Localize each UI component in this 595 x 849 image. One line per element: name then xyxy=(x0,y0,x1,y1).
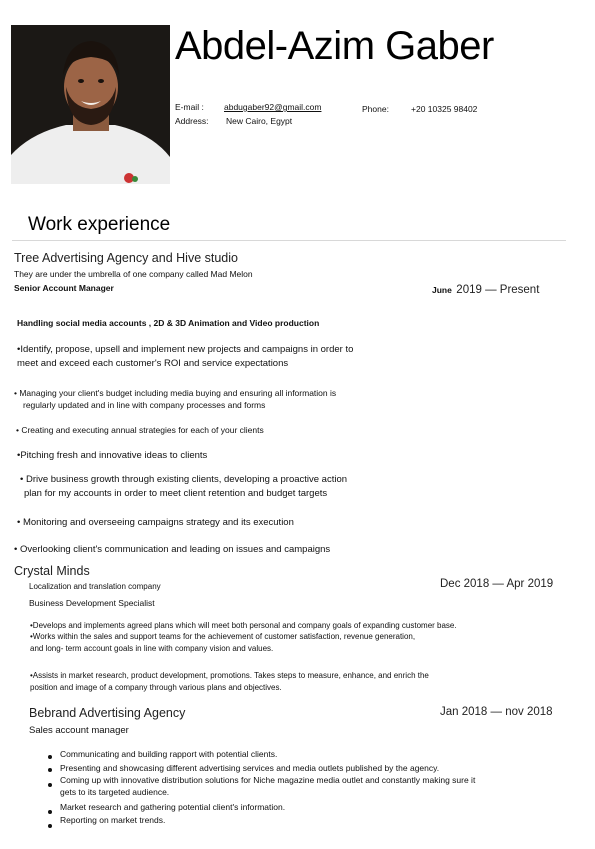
profile-photo xyxy=(11,25,170,184)
address-value: New Cairo, Egypt xyxy=(226,116,293,126)
job3-bullet-4: Market research and gathering potential client's information. xyxy=(60,802,286,812)
job1-bullet-5a: • Drive business growth through existing clients, developing a proactive action xyxy=(20,474,348,485)
phone-label: Phone: xyxy=(362,104,389,114)
job1-bullet-5b: plan for my accounts in order to meet client retention and budget targets xyxy=(24,488,328,499)
job2-bullet-2a: •Works within the sales and support teams for the achievement of customer satisfaction, revenue generation, xyxy=(30,632,416,641)
email-link[interactable]: abdugaber92@gmail.com xyxy=(224,102,322,112)
email-label: E-mail : xyxy=(175,102,204,112)
job2-date: Dec 2018 — Apr 2019 xyxy=(440,578,554,590)
job2-role: Business Development Specialist xyxy=(29,598,155,608)
bullet-dot-icon xyxy=(48,783,52,787)
job1-bullet-2a: • Managing your client's budget including media buying and ensuring all information is xyxy=(14,388,337,398)
bullet-dot-icon xyxy=(48,768,52,772)
job1-date-month: June xyxy=(432,285,452,295)
job1-bullet-3: • Creating and executing annual strategies for each of your clients xyxy=(16,425,264,435)
job2-bullet-3b: position and image of a company through various plans and objectives. xyxy=(30,683,282,692)
job3-company: Bebrand Advertising Agency xyxy=(29,706,186,720)
job1-role: Senior Account Manager xyxy=(14,283,114,293)
job1-bullet-1a: •Identify, propose, upsell and implement new projects and campaigns in order to xyxy=(17,344,354,355)
bullet-dot-icon xyxy=(48,755,52,759)
job2-bullet-1: •Develops and implements agreed plans which will meet both personal and company goals of expanding customer base. xyxy=(30,621,457,630)
portrait-image xyxy=(11,25,170,184)
job1-company: Tree Advertising Agency and Hive studio xyxy=(14,251,238,265)
bullet-dot-icon xyxy=(48,824,52,828)
job2-bullet-3a: •Assists in market research, product development, promotions. Takes steps to measure, enhance, and enrich the xyxy=(30,671,429,680)
job1-bullet-1b: meet and exceed each customer's ROI and service expectations xyxy=(17,358,289,369)
job2-subtitle: Localization and translation company xyxy=(29,582,161,591)
job1-subtitle: They are under the umbrella of one company called Mad Melon xyxy=(14,269,253,279)
job1-date xyxy=(432,280,539,298)
section-divider xyxy=(12,240,566,241)
job3-bullet-5: Reporting on market trends. xyxy=(60,815,166,825)
phone-value: +20 10325 98402 xyxy=(411,104,478,114)
job1-heading: Handling social media accounts , 2D & 3D Animation and Video production xyxy=(17,318,320,328)
job3-bullet-1: Communicating and building rapport with potential clients. xyxy=(60,749,278,759)
job1-bullet-4: •Pitching fresh and innovative ideas to clients xyxy=(17,450,208,461)
bullet-dot-icon xyxy=(48,810,52,814)
job2-company: Crystal Minds xyxy=(14,564,90,578)
job1-bullet-6: • Monitoring and overseeing campaigns strategy and its execution xyxy=(17,517,294,528)
job1-bullet-7: • Overlooking client's communication and leading on issues and campaigns xyxy=(14,544,331,555)
job3-role: Sales account manager xyxy=(29,725,129,736)
job3-bullet-2: Presenting and showcasing different advertising services and media outlets published by the agency. xyxy=(60,763,440,773)
job3-bullet-3: Coming up with innovative distribution solutions for Niche magazine media outlet and constantly making sure it xyxy=(60,775,476,785)
job1-date-range: 2019 — Present xyxy=(456,284,540,296)
section-title-work-experience: Work experience xyxy=(28,214,171,235)
job3-date: Jan 2018 — nov 2018 xyxy=(440,706,553,718)
job1-bullet-2b: regularly updated and in line with company processes and forms xyxy=(23,400,266,410)
candidate-name: Abdel-Azim Gaber xyxy=(175,24,494,68)
job3-bullet-3-cont: gets to its targeted audience. xyxy=(60,787,170,797)
job2-bullet-2b: and long- term account goals in line with company vision and values. xyxy=(30,644,274,653)
address-label: Address: xyxy=(175,116,209,126)
